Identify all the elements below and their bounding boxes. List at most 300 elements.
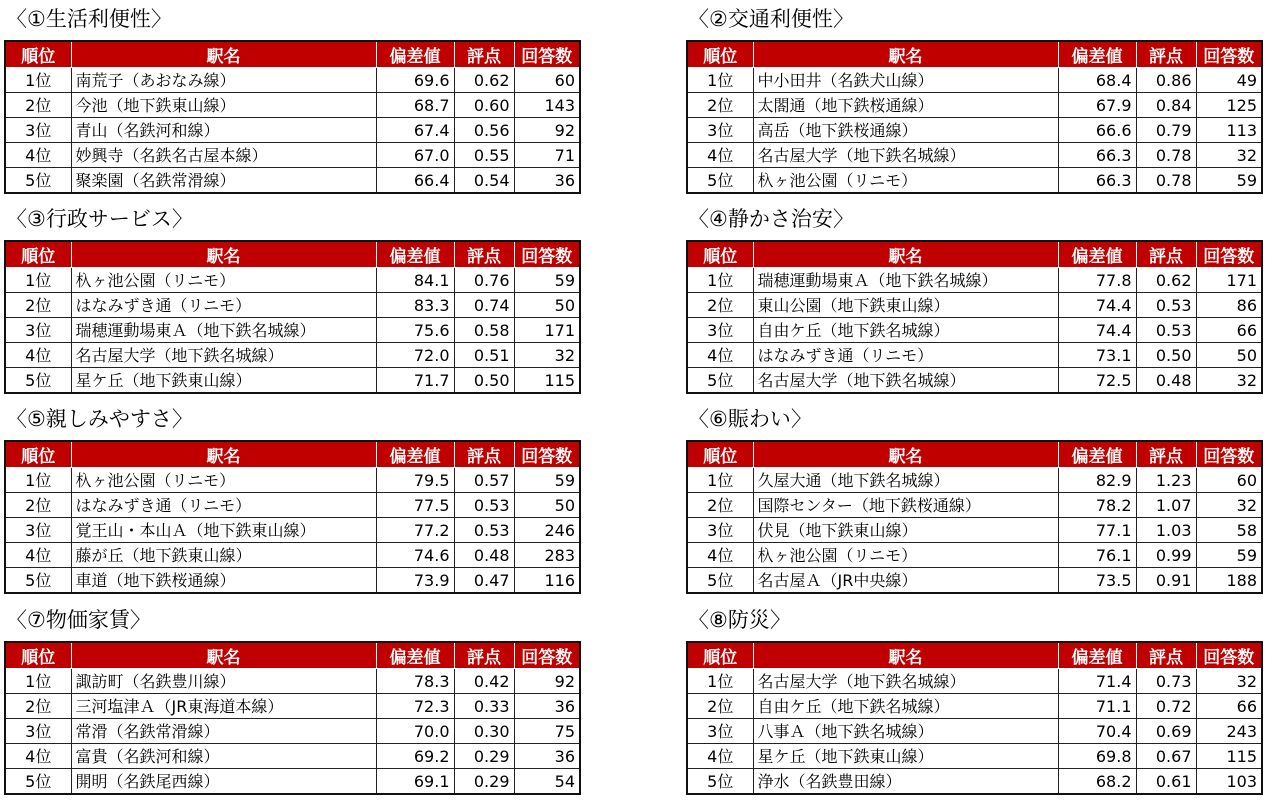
cell-rank: 1位 bbox=[687, 468, 753, 493]
cell-station-name: 今池（地下鉄東山線） bbox=[71, 93, 376, 118]
cell-rank: 1位 bbox=[5, 268, 71, 293]
cell-station-name: 常滑（名鉄常滑線） bbox=[71, 719, 376, 744]
column-header-station-name: 駅名 bbox=[71, 642, 376, 669]
cell-rank: 2位 bbox=[687, 694, 753, 719]
table-row bbox=[687, 493, 1262, 518]
table-row bbox=[5, 343, 580, 368]
column-header-deviation: 偏差値 bbox=[1058, 41, 1136, 68]
cell-rank: 1位 bbox=[687, 268, 753, 293]
section-title: 〈①生活利便性〉 bbox=[6, 7, 172, 31]
cell-score: 1.07 bbox=[1136, 493, 1196, 518]
cell-score: 0.86 bbox=[1136, 68, 1196, 93]
cell-deviation: 77.1 bbox=[1058, 518, 1136, 543]
column-header-station-name: 駅名 bbox=[753, 642, 1058, 669]
cell-station-name: 自由ケ丘（地下鉄名城線） bbox=[753, 694, 1058, 719]
cell-responses: 59 bbox=[514, 268, 580, 293]
cell-deviation: 72.0 bbox=[376, 343, 454, 368]
cell-station-name: はなみずき通（リニモ） bbox=[71, 493, 376, 518]
cell-score: 1.03 bbox=[1136, 518, 1196, 543]
cell-station-name: 瑞穂運動場東Ａ（地下鉄名城線） bbox=[753, 268, 1058, 293]
cell-station-name: 名古屋大学（地下鉄名城線） bbox=[753, 669, 1058, 694]
cell-responses: 50 bbox=[1196, 343, 1262, 368]
cell-rank: 3位 bbox=[5, 118, 71, 143]
cell-station-name: 八事Ａ（地下鉄名城線） bbox=[753, 719, 1058, 744]
cell-responses: 283 bbox=[514, 543, 580, 568]
section-title: 〈⑥賑わい〉 bbox=[688, 407, 812, 431]
table-row bbox=[687, 719, 1262, 744]
cell-responses: 71 bbox=[514, 143, 580, 168]
section bbox=[686, 605, 1261, 795]
header-row bbox=[5, 241, 580, 268]
cell-responses: 66 bbox=[1196, 318, 1262, 343]
table-row bbox=[5, 68, 580, 93]
table-row bbox=[5, 468, 580, 493]
cell-station-name: 妙興寺（名鉄名古屋本線） bbox=[71, 143, 376, 168]
cell-responses: 115 bbox=[1196, 744, 1262, 769]
cell-deviation: 70.0 bbox=[376, 719, 454, 744]
cell-deviation: 77.8 bbox=[1058, 268, 1136, 293]
cell-responses: 103 bbox=[1196, 769, 1262, 795]
section bbox=[686, 404, 1261, 594]
cell-deviation: 66.4 bbox=[376, 168, 454, 194]
cell-deviation: 82.9 bbox=[1058, 468, 1136, 493]
cell-rank: 1位 bbox=[5, 68, 71, 93]
cell-score: 0.54 bbox=[454, 168, 514, 194]
cell-station-name: 杁ヶ池公園（リニモ） bbox=[753, 168, 1058, 194]
cell-rank: 3位 bbox=[687, 118, 753, 143]
cell-deviation: 66.6 bbox=[1058, 118, 1136, 143]
cell-rank: 3位 bbox=[687, 518, 753, 543]
table-row bbox=[687, 769, 1262, 795]
cell-score: 0.91 bbox=[1136, 568, 1196, 594]
column-header-responses: 回答数 bbox=[514, 241, 580, 268]
cell-station-name: 名古屋大学（地下鉄名城線） bbox=[753, 143, 1058, 168]
cell-station-name: 諏訪町（名鉄豊川線） bbox=[71, 669, 376, 694]
ranking-table bbox=[4, 40, 581, 194]
cell-deviation: 67.0 bbox=[376, 143, 454, 168]
column-header-responses: 回答数 bbox=[1196, 41, 1262, 68]
cell-rank: 2位 bbox=[687, 93, 753, 118]
column-header-rank: 順位 bbox=[5, 241, 71, 268]
column-header-score: 評点 bbox=[454, 441, 514, 468]
cell-score: 0.69 bbox=[1136, 719, 1196, 744]
cell-responses: 59 bbox=[514, 468, 580, 493]
table-row bbox=[687, 568, 1262, 594]
column-header-rank: 順位 bbox=[5, 642, 71, 669]
section bbox=[686, 4, 1261, 194]
cell-deviation: 73.1 bbox=[1058, 343, 1136, 368]
cell-deviation: 74.4 bbox=[1058, 293, 1136, 318]
table-row bbox=[687, 468, 1262, 493]
column-header-deviation: 偏差値 bbox=[376, 642, 454, 669]
column-header-responses: 回答数 bbox=[514, 642, 580, 669]
cell-rank: 4位 bbox=[687, 343, 753, 368]
cell-station-name: 名古屋大学（地下鉄名城線） bbox=[753, 368, 1058, 394]
table-row bbox=[5, 493, 580, 518]
table-row bbox=[687, 669, 1262, 694]
cell-deviation: 77.5 bbox=[376, 493, 454, 518]
cell-score: 0.99 bbox=[1136, 543, 1196, 568]
cell-station-name: 名古屋Ａ（JR中央線） bbox=[753, 568, 1058, 594]
column-header-responses: 回答数 bbox=[514, 441, 580, 468]
cell-station-name: 覚王山・本山Ａ（地下鉄東山線） bbox=[71, 518, 376, 543]
ranking-table bbox=[686, 240, 1263, 394]
cell-score: 0.57 bbox=[454, 468, 514, 493]
cell-deviation: 83.3 bbox=[376, 293, 454, 318]
cell-deviation: 69.1 bbox=[376, 769, 454, 795]
ranking-table bbox=[686, 641, 1263, 795]
table-row bbox=[687, 744, 1262, 769]
header-row bbox=[5, 642, 580, 669]
cell-score: 0.50 bbox=[1136, 343, 1196, 368]
cell-responses: 32 bbox=[1196, 368, 1262, 394]
cell-responses: 116 bbox=[514, 568, 580, 594]
column-header-responses: 回答数 bbox=[1196, 441, 1262, 468]
cell-rank: 5位 bbox=[687, 769, 753, 795]
table-row bbox=[687, 518, 1262, 543]
cell-responses: 92 bbox=[514, 669, 580, 694]
table-row bbox=[5, 168, 580, 194]
table-row bbox=[687, 368, 1262, 394]
cell-rank: 5位 bbox=[687, 568, 753, 594]
cell-rank: 4位 bbox=[687, 543, 753, 568]
cell-score: 0.33 bbox=[454, 694, 514, 719]
cell-responses: 36 bbox=[514, 168, 580, 194]
cell-rank: 4位 bbox=[687, 744, 753, 769]
cell-deviation: 67.4 bbox=[376, 118, 454, 143]
table-row bbox=[687, 343, 1262, 368]
table-row bbox=[5, 719, 580, 744]
cell-responses: 32 bbox=[514, 343, 580, 368]
header-row bbox=[687, 241, 1262, 268]
column-header-deviation: 偏差値 bbox=[376, 41, 454, 68]
header-row bbox=[5, 41, 580, 68]
column-header-station-name: 駅名 bbox=[753, 441, 1058, 468]
cell-responses: 86 bbox=[1196, 293, 1262, 318]
cell-deviation: 76.1 bbox=[1058, 543, 1136, 568]
column-header-station-name: 駅名 bbox=[71, 441, 376, 468]
column-header-score: 評点 bbox=[1136, 241, 1196, 268]
cell-station-name: はなみずき通（リニモ） bbox=[753, 343, 1058, 368]
cell-responses: 246 bbox=[514, 518, 580, 543]
cell-responses: 50 bbox=[514, 493, 580, 518]
cell-score: 0.78 bbox=[1136, 143, 1196, 168]
cell-deviation: 74.6 bbox=[376, 543, 454, 568]
ranking-table bbox=[4, 641, 581, 795]
table-row bbox=[5, 93, 580, 118]
cell-responses: 59 bbox=[1196, 543, 1262, 568]
cell-rank: 2位 bbox=[5, 493, 71, 518]
cell-score: 0.72 bbox=[1136, 694, 1196, 719]
section bbox=[686, 204, 1261, 394]
column-header-deviation: 偏差値 bbox=[376, 441, 454, 468]
cell-rank: 3位 bbox=[687, 318, 753, 343]
cell-deviation: 69.2 bbox=[376, 744, 454, 769]
cell-responses: 58 bbox=[1196, 518, 1262, 543]
table-row bbox=[687, 293, 1262, 318]
column-header-station-name: 駅名 bbox=[753, 241, 1058, 268]
cell-station-name: 藤が丘（地下鉄東山線） bbox=[71, 543, 376, 568]
cell-rank: 2位 bbox=[5, 293, 71, 318]
cell-deviation: 75.6 bbox=[376, 318, 454, 343]
cell-rank: 2位 bbox=[5, 93, 71, 118]
cell-station-name: 開明（名鉄尾西線） bbox=[71, 769, 376, 795]
cell-station-name: 太閤通（地下鉄桜通線） bbox=[753, 93, 1058, 118]
ranking-table bbox=[686, 440, 1263, 594]
table-row bbox=[5, 744, 580, 769]
cell-responses: 54 bbox=[514, 769, 580, 795]
ranking-table bbox=[4, 240, 581, 394]
section-title: 〈⑦物価家賃〉 bbox=[6, 608, 151, 632]
cell-responses: 49 bbox=[1196, 68, 1262, 93]
cell-station-name: 自由ケ丘（地下鉄名城線） bbox=[753, 318, 1058, 343]
cell-station-name: 南荒子（あおなみ線） bbox=[71, 68, 376, 93]
cell-score: 0.78 bbox=[1136, 168, 1196, 194]
cell-responses: 75 bbox=[514, 719, 580, 744]
cell-station-name: 杁ヶ池公園（リニモ） bbox=[753, 543, 1058, 568]
cell-deviation: 70.4 bbox=[1058, 719, 1136, 744]
cell-station-name: 浄水（名鉄豊田線） bbox=[753, 769, 1058, 795]
cell-rank: 5位 bbox=[5, 568, 71, 594]
table-row bbox=[5, 318, 580, 343]
cell-station-name: 東山公園（地下鉄東山線） bbox=[753, 293, 1058, 318]
cell-responses: 32 bbox=[1196, 143, 1262, 168]
cell-deviation: 73.5 bbox=[1058, 568, 1136, 594]
header-row bbox=[687, 441, 1262, 468]
cell-responses: 66 bbox=[1196, 694, 1262, 719]
cell-rank: 1位 bbox=[687, 68, 753, 93]
cell-rank: 3位 bbox=[687, 719, 753, 744]
table-row bbox=[687, 93, 1262, 118]
column-header-score: 評点 bbox=[454, 241, 514, 268]
table-row bbox=[687, 168, 1262, 194]
cell-score: 0.58 bbox=[454, 318, 514, 343]
cell-responses: 188 bbox=[1196, 568, 1262, 594]
column-header-score: 評点 bbox=[1136, 441, 1196, 468]
section bbox=[4, 404, 579, 594]
cell-responses: 113 bbox=[1196, 118, 1262, 143]
cell-score: 0.84 bbox=[1136, 93, 1196, 118]
table-row bbox=[5, 769, 580, 795]
cell-deviation: 74.4 bbox=[1058, 318, 1136, 343]
cell-responses: 171 bbox=[1196, 268, 1262, 293]
column-header-deviation: 偏差値 bbox=[376, 241, 454, 268]
cell-station-name: 杁ヶ池公園（リニモ） bbox=[71, 268, 376, 293]
column-header-rank: 順位 bbox=[687, 441, 753, 468]
cell-responses: 60 bbox=[1196, 468, 1262, 493]
cell-station-name: 久屋大通（地下鉄名城線） bbox=[753, 468, 1058, 493]
column-header-score: 評点 bbox=[1136, 41, 1196, 68]
cell-score: 0.42 bbox=[454, 669, 514, 694]
table-row bbox=[687, 268, 1262, 293]
cell-station-name: 高岳（地下鉄桜通線） bbox=[753, 118, 1058, 143]
cell-responses: 32 bbox=[1196, 493, 1262, 518]
cell-score: 0.74 bbox=[454, 293, 514, 318]
cell-responses: 125 bbox=[1196, 93, 1262, 118]
cell-deviation: 77.2 bbox=[376, 518, 454, 543]
cell-deviation: 71.1 bbox=[1058, 694, 1136, 719]
column-header-rank: 順位 bbox=[687, 241, 753, 268]
header-row bbox=[687, 642, 1262, 669]
cell-station-name: 富貴（名鉄河和線） bbox=[71, 744, 376, 769]
cell-rank: 2位 bbox=[687, 493, 753, 518]
cell-station-name: 伏見（地下鉄東山線） bbox=[753, 518, 1058, 543]
cell-responses: 32 bbox=[1196, 669, 1262, 694]
cell-score: 0.76 bbox=[454, 268, 514, 293]
table-row bbox=[687, 318, 1262, 343]
section bbox=[4, 204, 579, 394]
cell-score: 0.62 bbox=[454, 68, 514, 93]
cell-responses: 60 bbox=[514, 68, 580, 93]
cell-score: 0.55 bbox=[454, 143, 514, 168]
cell-score: 0.53 bbox=[454, 493, 514, 518]
cell-score: 0.48 bbox=[454, 543, 514, 568]
cell-rank: 5位 bbox=[5, 769, 71, 795]
cell-score: 0.29 bbox=[454, 769, 514, 795]
column-header-score: 評点 bbox=[454, 642, 514, 669]
cell-rank: 5位 bbox=[687, 368, 753, 394]
cell-score: 0.53 bbox=[1136, 293, 1196, 318]
cell-score: 0.67 bbox=[1136, 744, 1196, 769]
cell-deviation: 72.5 bbox=[1058, 368, 1136, 394]
cell-deviation: 78.3 bbox=[376, 669, 454, 694]
cell-rank: 2位 bbox=[687, 293, 753, 318]
cell-responses: 143 bbox=[514, 93, 580, 118]
cell-station-name: 瑞穂運動場東Ａ（地下鉄名城線） bbox=[71, 318, 376, 343]
cell-rank: 1位 bbox=[5, 669, 71, 694]
cell-score: 1.23 bbox=[1136, 468, 1196, 493]
column-header-station-name: 駅名 bbox=[753, 41, 1058, 68]
cell-deviation: 69.6 bbox=[376, 68, 454, 93]
cell-responses: 92 bbox=[514, 118, 580, 143]
cell-rank: 3位 bbox=[5, 318, 71, 343]
cell-station-name: 国際センター（地下鉄桜通線） bbox=[753, 493, 1058, 518]
cell-score: 0.48 bbox=[1136, 368, 1196, 394]
column-header-rank: 順位 bbox=[5, 41, 71, 68]
table-row bbox=[687, 143, 1262, 168]
table-row bbox=[5, 669, 580, 694]
column-header-rank: 順位 bbox=[687, 642, 753, 669]
table-row bbox=[5, 368, 580, 394]
cell-score: 0.60 bbox=[454, 93, 514, 118]
column-header-rank: 順位 bbox=[687, 41, 753, 68]
cell-deviation: 68.7 bbox=[376, 93, 454, 118]
cell-score: 0.47 bbox=[454, 568, 514, 594]
cell-rank: 5位 bbox=[5, 368, 71, 394]
column-header-deviation: 偏差値 bbox=[1058, 441, 1136, 468]
column-header-responses: 回答数 bbox=[514, 41, 580, 68]
cell-station-name: 名古屋大学（地下鉄名城線） bbox=[71, 343, 376, 368]
cell-score: 0.50 bbox=[454, 368, 514, 394]
cell-rank: 3位 bbox=[5, 518, 71, 543]
section-title: 〈④静かさ治安〉 bbox=[688, 207, 854, 231]
cell-rank: 4位 bbox=[5, 343, 71, 368]
cell-responses: 36 bbox=[514, 694, 580, 719]
section bbox=[4, 605, 579, 795]
cell-rank: 1位 bbox=[687, 669, 753, 694]
cell-rank: 2位 bbox=[5, 694, 71, 719]
cell-score: 0.51 bbox=[454, 343, 514, 368]
cell-rank: 4位 bbox=[5, 543, 71, 568]
cell-score: 0.56 bbox=[454, 118, 514, 143]
cell-station-name: 青山（名鉄河和線） bbox=[71, 118, 376, 143]
table-row bbox=[5, 268, 580, 293]
cell-responses: 59 bbox=[1196, 168, 1262, 194]
cell-station-name: 中小田井（名鉄犬山線） bbox=[753, 68, 1058, 93]
cell-score: 0.30 bbox=[454, 719, 514, 744]
cell-station-name: 車道（地下鉄桜通線） bbox=[71, 568, 376, 594]
cell-deviation: 69.8 bbox=[1058, 744, 1136, 769]
table-row bbox=[687, 694, 1262, 719]
cell-station-name: 三河塩津Ａ（JR東海道本線） bbox=[71, 694, 376, 719]
table-row bbox=[5, 118, 580, 143]
cell-score: 0.62 bbox=[1136, 268, 1196, 293]
table-row bbox=[687, 118, 1262, 143]
cell-deviation: 66.3 bbox=[1058, 168, 1136, 194]
cell-score: 0.61 bbox=[1136, 769, 1196, 795]
section-title: 〈⑤親しみやすさ〉 bbox=[6, 407, 193, 431]
column-header-deviation: 偏差値 bbox=[1058, 642, 1136, 669]
section bbox=[4, 4, 579, 194]
column-header-responses: 回答数 bbox=[1196, 241, 1262, 268]
section-title: 〈③行政サービス〉 bbox=[6, 207, 193, 231]
cell-rank: 5位 bbox=[687, 168, 753, 194]
cell-rank: 5位 bbox=[5, 168, 71, 194]
cell-rank: 4位 bbox=[687, 143, 753, 168]
section-title: 〈⑧防災〉 bbox=[688, 608, 791, 632]
cell-score: 0.29 bbox=[454, 744, 514, 769]
cell-score: 0.79 bbox=[1136, 118, 1196, 143]
cell-responses: 36 bbox=[514, 744, 580, 769]
header-row bbox=[5, 441, 580, 468]
cell-deviation: 71.4 bbox=[1058, 669, 1136, 694]
column-header-station-name: 駅名 bbox=[71, 41, 376, 68]
column-header-rank: 順位 bbox=[5, 441, 71, 468]
cell-score: 0.73 bbox=[1136, 669, 1196, 694]
cell-responses: 115 bbox=[514, 368, 580, 394]
table-row bbox=[5, 694, 580, 719]
section-title: 〈②交通利便性〉 bbox=[688, 7, 854, 31]
table-row bbox=[5, 543, 580, 568]
cell-deviation: 72.3 bbox=[376, 694, 454, 719]
ranking-table bbox=[686, 40, 1263, 194]
column-header-score: 評点 bbox=[454, 41, 514, 68]
cell-station-name: はなみずき通（リニモ） bbox=[71, 293, 376, 318]
cell-responses: 50 bbox=[514, 293, 580, 318]
cell-deviation: 84.1 bbox=[376, 268, 454, 293]
cell-rank: 4位 bbox=[5, 744, 71, 769]
cell-deviation: 73.9 bbox=[376, 568, 454, 594]
cell-rank: 1位 bbox=[5, 468, 71, 493]
cell-responses: 171 bbox=[514, 318, 580, 343]
table-row bbox=[5, 518, 580, 543]
cell-station-name: 星ケ丘（地下鉄東山線） bbox=[753, 744, 1058, 769]
table-row bbox=[5, 293, 580, 318]
table-row bbox=[5, 568, 580, 594]
cell-deviation: 78.2 bbox=[1058, 493, 1136, 518]
cell-deviation: 68.2 bbox=[1058, 769, 1136, 795]
cell-deviation: 67.9 bbox=[1058, 93, 1136, 118]
cell-station-name: 星ケ丘（地下鉄東山線） bbox=[71, 368, 376, 394]
table-row bbox=[687, 68, 1262, 93]
cell-station-name: 聚楽園（名鉄常滑線） bbox=[71, 168, 376, 194]
column-header-station-name: 駅名 bbox=[71, 241, 376, 268]
cell-deviation: 79.5 bbox=[376, 468, 454, 493]
cell-responses: 243 bbox=[1196, 719, 1262, 744]
table-row bbox=[687, 543, 1262, 568]
cell-score: 0.53 bbox=[1136, 318, 1196, 343]
cell-deviation: 68.4 bbox=[1058, 68, 1136, 93]
